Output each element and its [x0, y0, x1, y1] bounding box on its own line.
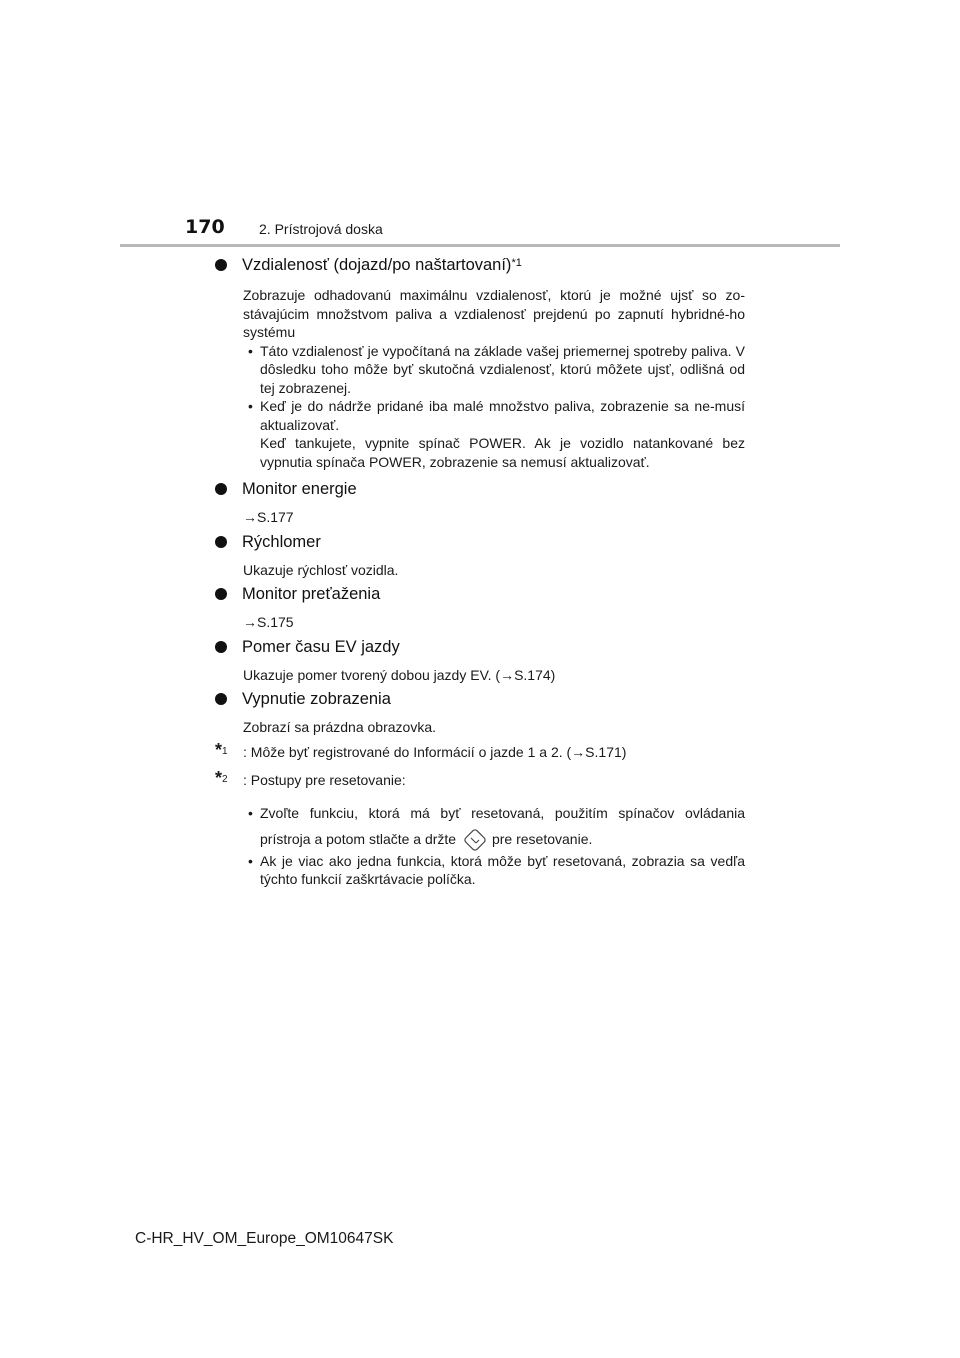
- bullet-dot-icon: [215, 588, 227, 600]
- footnote-1: [215, 739, 745, 762]
- paragraph: Ukazuje pomer tvorený dobou jazdy EV. (→S.174): [243, 666, 556, 683]
- section-heading-energy-monitor: [215, 478, 745, 500]
- footnote-mark: *$^2$: [215, 768, 228, 788]
- list-item-text: Táto vzdialenosť je vypočítaná na základe vašej priemernej spotreby paliva. V dôsledku toho môže byť skutočná vzdialenosť, ktorú môžete ujsť, odlišná od tej zobrazenej.: [260, 342, 745, 396]
- section-heading-display-off: [215, 688, 745, 710]
- page-reference-link[interactable]: →S.177: [243, 509, 294, 525]
- footnote-text: : Môže byť registrované do Informácií o jazde 1 a 2. (→S.171): [243, 743, 627, 760]
- heading-text: Vzdialenosť (dojazd/po naštartovaní): [242, 256, 512, 274]
- section-text: [243, 718, 745, 737]
- paragraph: Zobrazí sa prázdna obrazovka.: [243, 719, 436, 735]
- paragraph: Ukazuje rýchlosť vozidla.: [243, 561, 399, 578]
- list-item-text: Keď je do nádrže pridané iba malé množstvo paliva, zobrazenie sa ne-musí aktualizovať.: [260, 398, 745, 433]
- heading-text: Monitor energie: [242, 480, 357, 498]
- chapter-title: 2. Prístrojová doska: [259, 221, 383, 237]
- header-rule: [120, 244, 840, 247]
- list-item-text: Ak je viac ako jedna funkcia, ktorá môže byť resetovaná, zobrazia sa vedľa týchto funkcií zaškrtávacie políčka.: [260, 852, 745, 887]
- page-number: 170: [185, 216, 225, 238]
- bullet-dot-icon: [215, 641, 227, 653]
- enter-button-icon: [464, 829, 486, 851]
- list-item: • Zvoľte funkciu, ktorá má byť resetovaná, použitím spínačov ovládania prístroja a potom stlačte a držte pre resetovanie.: [243, 800, 745, 852]
- list-item-text: pre resetovanie.: [491, 830, 593, 847]
- list-item-continuation: Keď tankujete, vypnite spínač POWER. Ak je vozidlo natankované bez vypnutia spínača POWER, zobrazenie sa nemusí aktualizovať.: [260, 435, 745, 470]
- bullet-list: [243, 342, 745, 472]
- page-content: [215, 250, 745, 889]
- paragraph: Zobrazuje odhadovanú maximálnu vzdialenosť, ktorú je možné ujsť so zo-stávajúcim množstvom paliva a vzdialenosť prejdenú po zapnutí hybridné-ho systému: [243, 287, 745, 340]
- section-heading-overload-monitor: [215, 583, 745, 605]
- section-text: [243, 613, 745, 632]
- footnote-mark: *$^1$: [215, 739, 228, 760]
- section-text: [243, 286, 745, 471]
- list-item: • Ak je viac ako jedna funkcia, ktorá môže byť resetovaná, zobrazia sa vedľa týchto funkcií zaškrtávacie políčka.: [248, 852, 745, 887]
- section-heading-speedometer: [215, 531, 745, 553]
- heading-text: Pomer času EV jazdy: [242, 637, 400, 656]
- heading-text: Vypnutie zobrazenia: [242, 690, 391, 708]
- bullet-dot-icon: [215, 483, 227, 495]
- footnote-text: : Postupy pre resetovanie:: [243, 772, 406, 788]
- bullet-dot-icon: [215, 259, 227, 271]
- section-heading-distance: [215, 254, 745, 276]
- list-item: • Táto vzdialenosť je vypočítaná na základe vašej priemernej spotreby paliva. V dôsledku toho môže byť skutočná vzdialenosť, ktorú môžete ujsť, odlišná od tej zobrazenej.: [248, 342, 745, 396]
- reset-steps-list: [243, 800, 745, 889]
- section-text: [243, 508, 745, 527]
- section-heading-ev-ratio: [215, 636, 745, 658]
- footnote-ref: *1: [511, 257, 522, 269]
- list-item-text: Zvoľte funkciu, ktorá má byť resetovaná, použitím spínačov ovládania prístroja a potom stlačte a držte: [260, 804, 745, 847]
- list-item: • Keď je do nádrže pridané iba malé množstvo paliva, zobrazenie sa ne-musí aktualizovať. Keď tankujete, vypnite spínač POWER. Ak je vozidlo natankované bez vypnutia spínača POWER, zobrazenie sa nemusí aktualizovať.: [248, 398, 745, 470]
- footnote-2: [215, 768, 745, 790]
- section-text: [243, 666, 745, 685]
- section-text: [243, 561, 745, 580]
- heading-text: Rýchlomer: [242, 532, 321, 551]
- heading-text: Monitor preťaženia: [242, 585, 381, 603]
- bullet-dot-icon: [215, 536, 227, 548]
- page-reference-link[interactable]: →S.175: [243, 614, 294, 630]
- bullet-dot-icon: [215, 693, 227, 705]
- document-code: C-HR_HV_OM_Europe_OM10647SK: [135, 1230, 394, 1247]
